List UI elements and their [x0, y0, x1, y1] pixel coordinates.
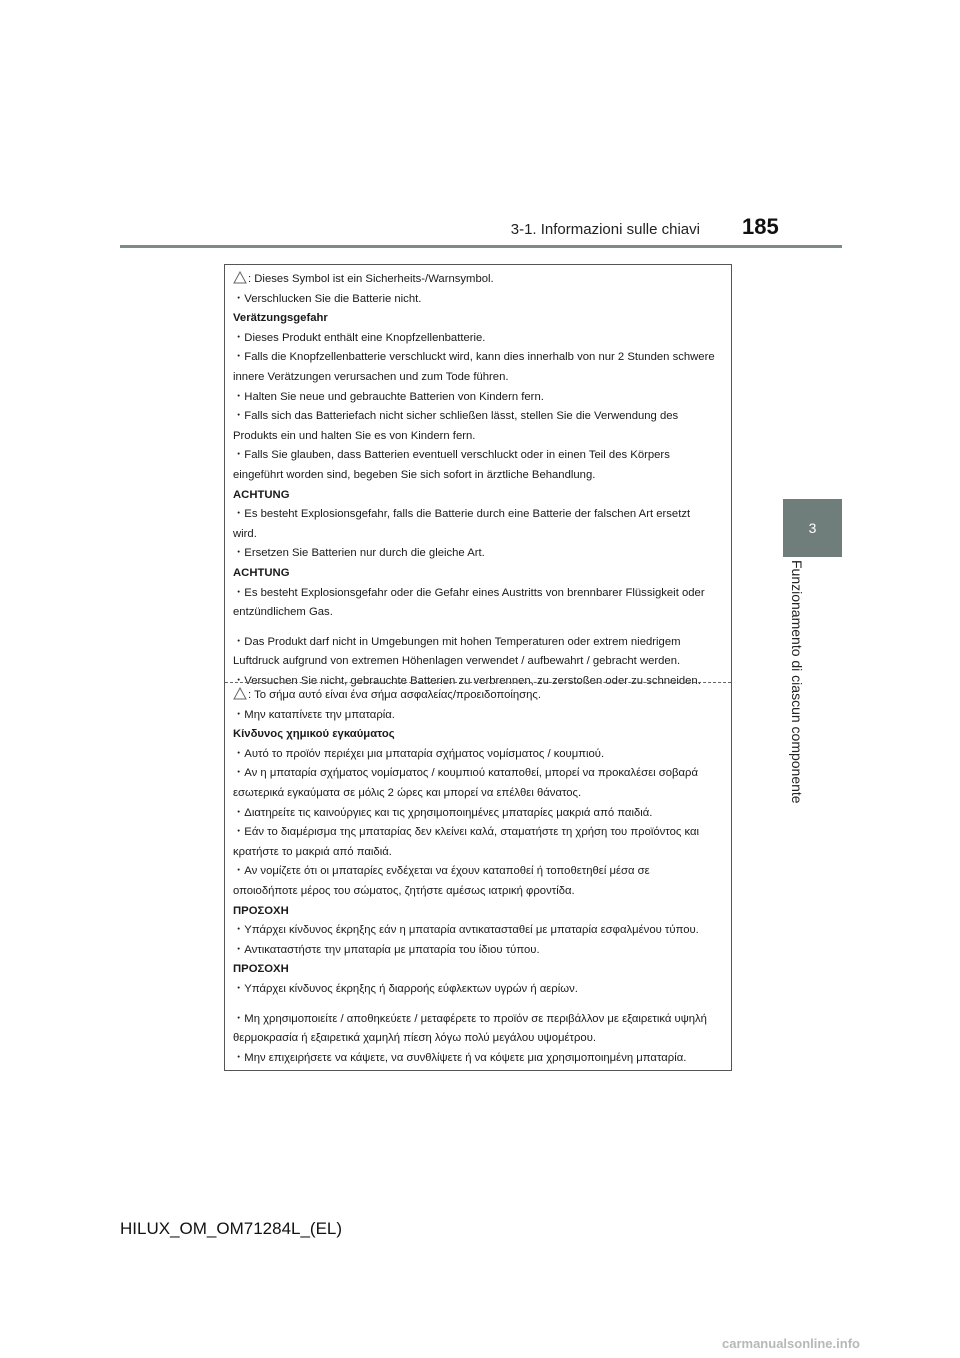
chapter-tab[interactable]: 3	[783, 499, 842, 557]
text-line: eingeführt worden sind, begeben Sie sich sofort in ärztliche Behandlung.	[233, 468, 596, 481]
text-line: Produkts ein und halten Sie es von Kindern fern.	[233, 429, 476, 442]
text-line: κρατήστε το μακριά από παιδιά.	[233, 845, 392, 858]
text-line: ・Αντικαταστήστε την μπαταρία με μπαταρία του ίδιου τύπου.	[233, 943, 540, 956]
text-line: οποιοδήποτε μέρος του σώματος, ζητήστε αμέσως ιατρική φροντίδα.	[233, 884, 575, 897]
subheading: Κίνδυνος χημικού εγκαύματος	[233, 728, 395, 741]
greek-warning	[233, 686, 727, 1068]
text-line: ・Falls Sie glauben, dass Batterien eventuell verschluckt oder in einen Teil des Körpers	[233, 449, 670, 462]
text-line: ・Es besteht Explosionsgefahr, falls die Batterie durch eine Batterie der falschen Art ersetzt	[233, 508, 691, 521]
text-line: ・Falls die Knopfzellenbatterie verschluckt wird, kann dies innerhalb von nur 2 Stunden schwere	[233, 351, 715, 364]
warning-triangle-icon	[233, 687, 247, 700]
text-line: innere Verätzungen verursachen und zum Tode führen.	[233, 370, 509, 383]
text-line: ・Μην καταπίνετε την μπαταρία.	[233, 708, 395, 721]
text-line: Luftdruck aufgrund von extremen Höhenlagen verwendet / aufbewahrt / gebracht werden.	[233, 655, 681, 668]
text-line: ・Das Produkt darf nicht in Umgebungen mit hohen Temperaturen oder extrem niedrigem	[233, 635, 681, 648]
text-line: wird.	[233, 527, 257, 540]
text-line: θερμοκρασία ή εξαιρετικά χαμηλή πίεση λόγω πολύ μεγάλου υψομέτρου.	[233, 1032, 597, 1045]
spacer	[233, 1000, 727, 1010]
text-line: entzündlichem Gas.	[233, 606, 333, 619]
german-warning	[233, 270, 727, 691]
text-line: εσωτερικά εγκαύματα σε μόλις 2 ώρες και μπορεί να επέλθει θάνατος.	[233, 786, 582, 799]
document-code: HILUX_OM_OM71284L_(EL)	[120, 1219, 343, 1238]
subheading: ΠΡΟΣΟΧΗ	[233, 904, 289, 917]
chapter-label-text: Funzionamento di ciascun componente	[789, 560, 805, 804]
text-line: ・Versuchen Sie nicht, gebrauchte Batterien zu verbrennen, zu zerstoßen oder zu schneiden.	[233, 674, 701, 687]
chapter-label	[781, 560, 811, 804]
text-line: ・Αν νομίζετε ότι οι μπαταρίες ενδέχεται να έχουν καταποθεί ή τοποθετηθεί μέσα σε	[233, 865, 650, 878]
text-line: ・Διατηρείτε τις καινούργιες και τις χρησιμοποιημένες μπαταρίες μακριά από παιδιά.	[233, 806, 653, 819]
subheading: ΠΡΟΣΟΧΗ	[233, 963, 289, 976]
text-line: ・Es besteht Explosionsgefahr oder die Gefahr eines Austritts von brennbarer Flüssigkeit oder	[233, 586, 705, 599]
text-line: ・Ersetzen Sie Batterien nur durch die gleiche Art.	[233, 547, 485, 560]
text-line: ・Υπάρχει κίνδυνος έκρηξης εάν η μπαταρία αντικατασταθεί με μπαταρία εσφαλμένου τύπου.	[233, 924, 699, 937]
battery-warning-box	[224, 264, 732, 1071]
text-line: ・Εάν το διαμέρισμα της μπαταρίας δεν κλείνει καλά, σταματήστε τη χρήση του προϊόντος και	[233, 826, 700, 839]
text-line: ・Μην επιχειρήσετε να κάψετε, να συνθλίψετε ή να κόψετε μια χρησιμοποιημένη μπαταρία.	[233, 1051, 687, 1064]
text-line: ・Αυτό το προϊόν περιέχει μια μπαταρία σχήματος νομίσματος / κουμπιού.	[233, 747, 605, 760]
subheading: Verätzungsgefahr	[233, 312, 328, 325]
watermark: carmanualsonline.info	[722, 1336, 860, 1351]
subheading: ACHTUNG	[233, 488, 290, 501]
header-rule	[120, 245, 842, 248]
warning-triangle-icon	[233, 271, 247, 284]
spacer	[233, 623, 727, 633]
text-line: ・Υπάρχει κίνδυνος έκρηξης ή διαρροής εύφλεκτων υγρών ή αερίων.	[233, 982, 578, 995]
page-number: 185	[742, 214, 779, 239]
text-line: ・Halten Sie neue und gebrauchte Batterien von Kindern fern.	[233, 390, 544, 403]
german-symbol-line: : Dieses Symbol ist ein Sicherheits-/Warnsymbol.	[233, 270, 727, 290]
subheading: ACHTUNG	[233, 566, 290, 579]
greek-symbol-line: : Το σήμα αυτό είναι ένα σήμα ασφαλείας/προειδοποίησης.	[233, 686, 727, 706]
text-line: ・Falls sich das Batteriefach nicht sicher schließen lässt, stellen Sie die Verwendung des	[233, 410, 679, 423]
text-line: ・Μη χρησιμοποιείτε / αποθηκεύετε / μεταφέρετε το προϊόν σε περιβάλλον με εξαιρετικά υψηλή	[233, 1012, 707, 1025]
text-line: ・Verschlucken Sie die Batterie nicht.	[233, 292, 422, 305]
text-line: ・Αν η μπαταρία σχήματος νομίσματος / κουμπιού καταποθεί, μπορεί να προκαλέσει σοβαρά	[233, 767, 699, 780]
header-section-title: 3-1. Informazioni sulle chiavi	[510, 221, 700, 238]
text-line: ・Dieses Produkt enthält eine Knopfzellenbatterie.	[233, 331, 486, 344]
language-divider	[225, 682, 731, 683]
